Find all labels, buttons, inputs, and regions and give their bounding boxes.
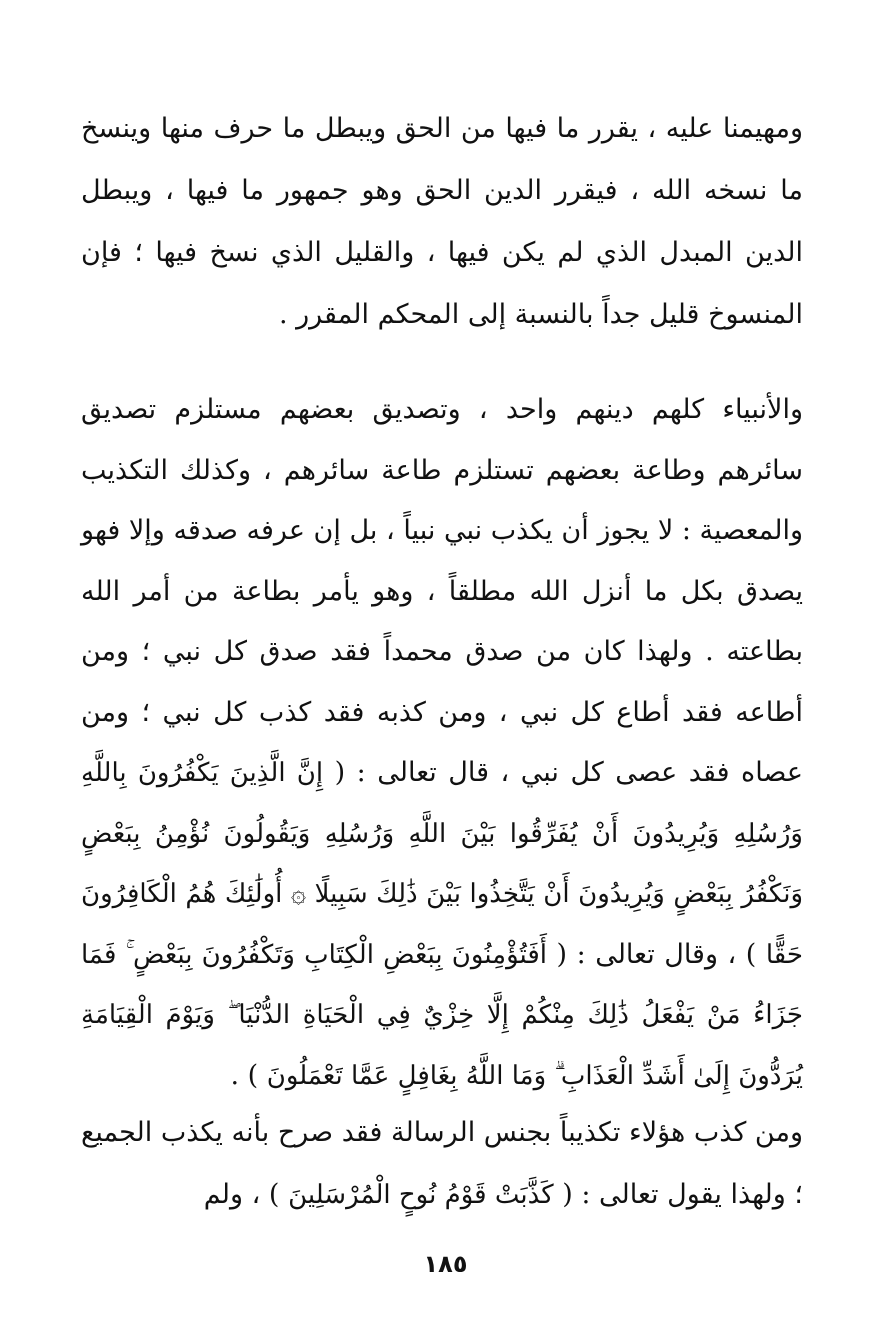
paragraph-2-text: والأنبياء كلهم دينهم واحد ، وتصديق بعضهم مستلزم تصديق سائرهم وطاعة بعضهم تستلزم طاعة سائرهم ، وكذلك التكذيب والمعصية : لا يجوز أن يكذب نبي نبياً ، بل إن عرفه صدقه وإلا فهو يصدق بكل ما أنزل الله مطلقاً ، وهو يأمر بطاعة من أمر الله بطاعته . ولهذا كان من صدق محمداً فقد صدق كل نبي ؛ ومن أطاعه فقد أطاع كل نبي ، ومن كذبه فقد كذب كل نبي ؛ ومن عصاه فقد عصى كل نبي ،: [81, 394, 803, 788]
paragraph-3-end: ولم: [203, 1179, 244, 1210]
page-number: ١٨٥: [423, 1250, 468, 1278]
quran-verse-nisa: إِنَّ الَّذِينَ يَكْفُرُونَ بِاللَّهِ وَرُسُلِهِ وَيُرِيدُونَ أَنْ يُفَرِّقُوا بَيْنَ اللَّهِ وَرُسُلِهِ وَيَقُولُونَ نُؤْمِنُ بِبَعْضٍ وَنَكْفُرُ بِبَعْضٍ وَيُرِيدُونَ أَنْ يَتَّخِذُوا بَيْنَ ذَٰلِكَ سَبِيلًا ۞ أُولَٰئِكَ هُمُ الْكَافِرُونَ حَقًّا: [81, 758, 803, 970]
quran-verse-baqara: أَفَتُؤْمِنُونَ بِبَعْضِ الْكِتَابِ وَتَكْفُرُونَ بِبَعْضٍ ۚ فَمَا جَزَاءُ مَنْ يَفْعَلُ ذَٰلِكَ مِنْكُمْ إِلَّا خِزْيٌ فِي الْحَيَاةِ الدُّنْيَا ۖ وَيَوْمَ الْقِيَامَةِ يُرَدُّونَ إِلَىٰ أَشَدِّ الْعَذَابِ ۗ وَمَا اللَّهُ بِغَافِلٍ عَمَّا تَعْمَلُونَ: [81, 939, 803, 1091]
paragraph-1: [81, 98, 803, 346]
verse-close-3: ) ،: [251, 1179, 280, 1210]
qal-label-1: قال تعالى : (: [334, 757, 490, 788]
verse-close-2: ) .: [230, 1059, 259, 1091]
verse-open-3: (: [562, 1179, 573, 1210]
verse-close-1: ) ،: [727, 938, 757, 970]
quran-verse-shuara: كَذَّبَتْ قَوْمُ نُوحٍ الْمُرْسَلِينَ: [288, 1180, 554, 1210]
qal-label-2: وقال تعالى : (: [556, 938, 719, 970]
paragraph-2: [81, 380, 803, 1106]
paragraph-3-text: ومن كذب هؤلاء تكذيباً بجنس الرسالة فقد صرح بأنه يكذب الجميع ؛ ولهذا يقول تعالى :: [81, 1117, 803, 1210]
paragraph-1-text: ومهيمنا عليه ، يقرر ما فيها من الحق ويبطل ما حرف منها وينسخ ما نسخه الله ، فيقرر الدين الحق وهو جمهور ما فيها ، ويبطل الدين المبدل الذي لم يكن فيها ، والقليل الذي نسخ فيها ؛ فإن المنسوخ قليل جداً بالنسبة إلى المحكم المقرر .: [81, 113, 803, 330]
paragraph-3: [81, 1102, 803, 1226]
